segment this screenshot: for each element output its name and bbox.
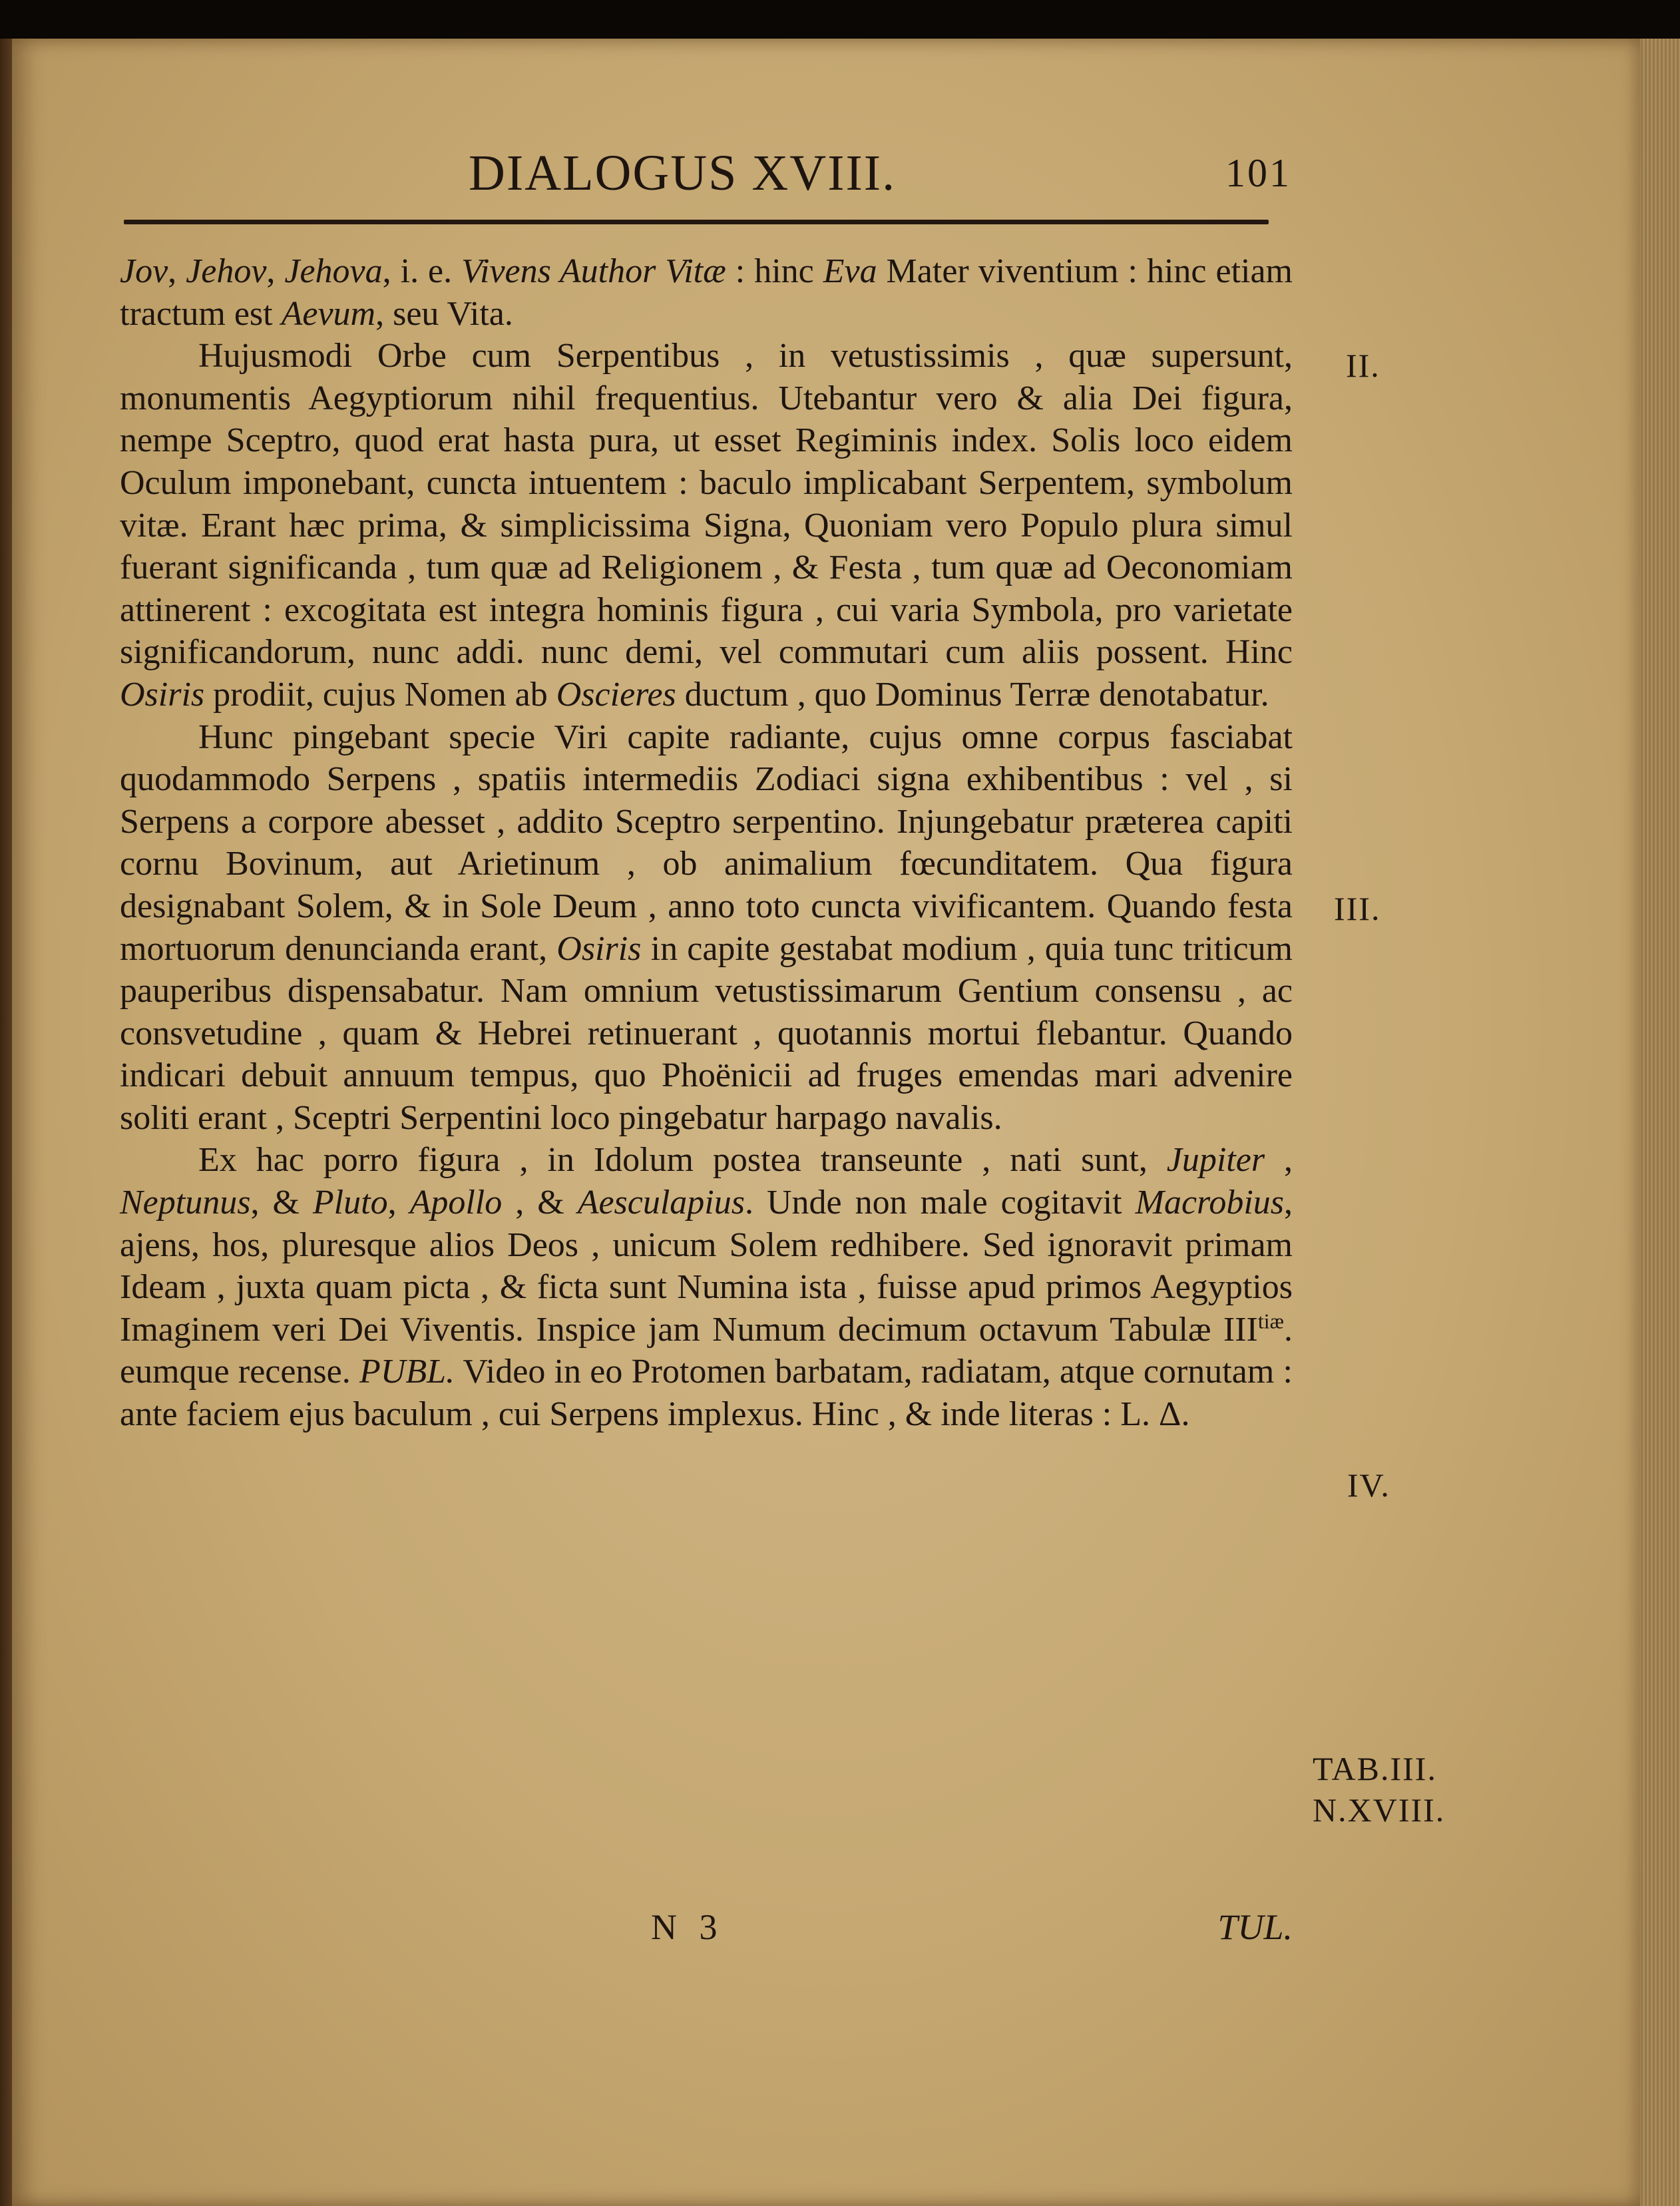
margin-note-ii: II. — [1346, 347, 1380, 384]
header-rule — [124, 220, 1269, 224]
margin-note-numus: N.XVIII. — [1313, 1791, 1446, 1829]
margin-note-iii: III. — [1334, 890, 1381, 927]
page-edges — [1640, 39, 1680, 2206]
page-footer — [120, 1906, 1293, 1953]
paragraph-3: Hunc pingebant specie Viri capite radiante, cujus omne corpus fasciabat quodammodo Serpens , spatiis intermediis Zodiaci signa exhibentibus : vel , si Serpens a corpore abesset , addito Sceptro serpentino. Injungebatur præterea capiti cornu Bovinum, aut Arietinum , ob animalium fœcunditatem. Qua figura designabant Solem, & in Sole Deum , anno toto cuncta vivificantem. Quando festa mortuorum denuncianda erant, Osiris in capite gestabat modium , quia tunc triticum pauperibus dispensabatur. Nam omnium vetustissimarum Gentium consensu , ac consvetudine , quam & Hebrei retinuerant , quotannis mortui flebantur. Quando indicari debuit annuum tempus, quo Phoënicii ad fruges emendas mari advenire soliti erant , Sceptri Serpentini loco pingebatur harpago navalis. — [120, 718, 1293, 1137]
margin-note-tab: TAB.III. — [1313, 1750, 1437, 1787]
running-title: DIALOGUS XVIII. — [469, 145, 897, 201]
paragraph-2: Hujusmodi Orbe cum Serpentibus , in vetustissimis , quæ supersunt, monumentis Aegyptiorum nihil frequentius. Utebantur vero & alia Dei figura, nempe Sceptro, quod erat hasta pura, ut esset Regiminis index. Solis loco eidem Oculum imponebant, cuncta intuentem : baculo implicabant Serpentem, symbolum vitæ. Erant hæc prima, & simplicissima Signa, Quoniam vero Populo plura simul fuerant significanda , tum quæ ad Religionem , & Festa , tum quæ ad Oeconomiam attinerent : excogitata est integra hominis figura , cui varia Symbola, pro varietate significandorum, nunc addi. nunc demi, vel commutari cum aliis possent. Hinc Osiris prodiit, cujus Nomen ab Oscieres ductum , quo Dominus Terræ denotabatur. — [120, 337, 1293, 714]
paragraph-4: Ex hac porro figura , in Idolum postea transeunte , nati sunt, Jupiter , Neptunus, & Pluto, Apollo , & Aesculapius. Unde non male cogitavit Macrobius, ajens, hos, pluresque alios Deos , unicum Solem redhibere. Sed ignoravit primam Ideam , juxta quam picta , & ficta sunt Numina ista , fuisse apud primos Aegyptios Imaginem veri Dei Viventis. Inspice jam Numum decimum octavum Tabulæ $III^{tiæ}$. eumque recense. PUBL. Video in eo Protomen barbatam, radiatam, atque cornutam : ante faciem ejus baculum , cui Serpens implexus. Hinc , & inde literas : L. Δ. — [120, 1141, 1293, 1434]
signature-mark: N 3 — [651, 1907, 724, 1947]
catchword: TUL. — [1217, 1907, 1293, 1947]
page-number: 101 — [1225, 151, 1291, 195]
page-header — [120, 145, 1291, 208]
margin-note-iv: IV. — [1347, 1466, 1390, 1504]
paragraph-1: Jov, Jehov, Jehova, i. e. Vivens Author Vitæ : hinc Eva Mater viventium : hinc etiam tractum est Aevum, seu Vita. — [120, 252, 1293, 333]
main-text — [120, 250, 1293, 1436]
